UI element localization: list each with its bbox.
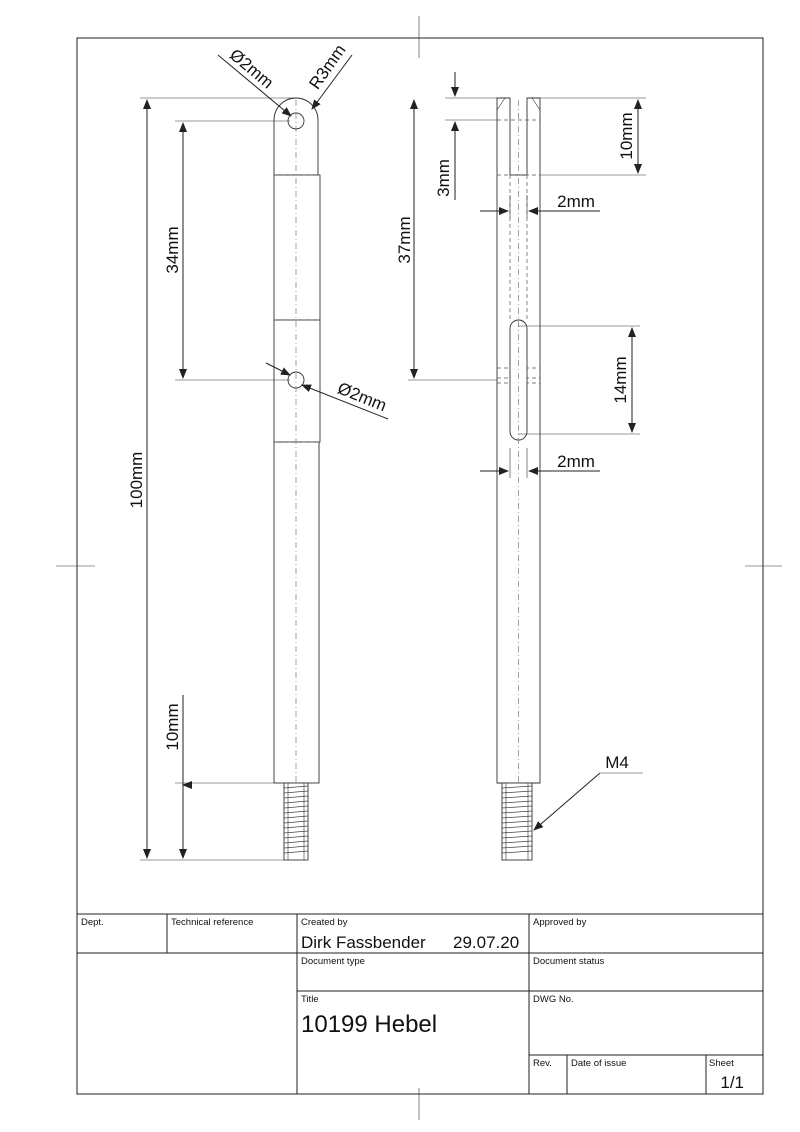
dim-slot-depth: 3mm — [434, 159, 453, 197]
title-block — [77, 914, 763, 1094]
left-dimensions — [127, 41, 389, 860]
dept-label: Dept. — [81, 917, 104, 928]
dim-slot-length: 14mm — [611, 356, 630, 404]
title-label: Title — [301, 994, 319, 1005]
approved-by-label: Approved by — [533, 917, 587, 928]
dim-overall-length: 100mm — [127, 451, 146, 509]
date-issue-label: Date of issue — [571, 1058, 627, 1069]
dim-thread-size: M4 — [605, 753, 629, 772]
tech-ref-label: Technical reference — [171, 917, 254, 928]
dim-slot-width-top: 2mm — [557, 192, 595, 211]
dwg-no-label: DWG No. — [533, 994, 574, 1005]
created-date-value: 29.07.20 — [453, 933, 520, 952]
rev-label: Rev. — [533, 1058, 552, 1069]
dim-thread-length: 10mm — [163, 703, 182, 751]
dim-top-length: 10mm — [617, 112, 636, 160]
lever-side-view — [497, 98, 540, 860]
dim-top-hole-diameter: Ø2mm — [225, 45, 278, 93]
created-by-value: Dirk Fassbender — [301, 933, 426, 952]
lever-front-view — [274, 98, 320, 860]
doc-status-label: Document status — [533, 956, 605, 967]
dim-top-radius: R3mm — [305, 40, 350, 93]
created-by-label: Created by — [301, 917, 348, 928]
dim-mid-hole-diameter: Ø2mm — [334, 378, 390, 416]
doc-type-label: Document type — [301, 956, 365, 967]
sheet-value: 1/1 — [720, 1073, 744, 1092]
dim-slot-position: 37mm — [395, 216, 414, 264]
sheet-label: Sheet — [709, 1058, 734, 1069]
dim-slot-width: 2mm — [557, 452, 595, 471]
drawing-title: 10199 Hebel — [301, 1011, 438, 1038]
right-thread — [502, 783, 532, 860]
drawing-frame — [56, 16, 782, 1120]
dim-hole-spacing: 34mm — [163, 226, 182, 274]
left-thread — [284, 783, 308, 860]
